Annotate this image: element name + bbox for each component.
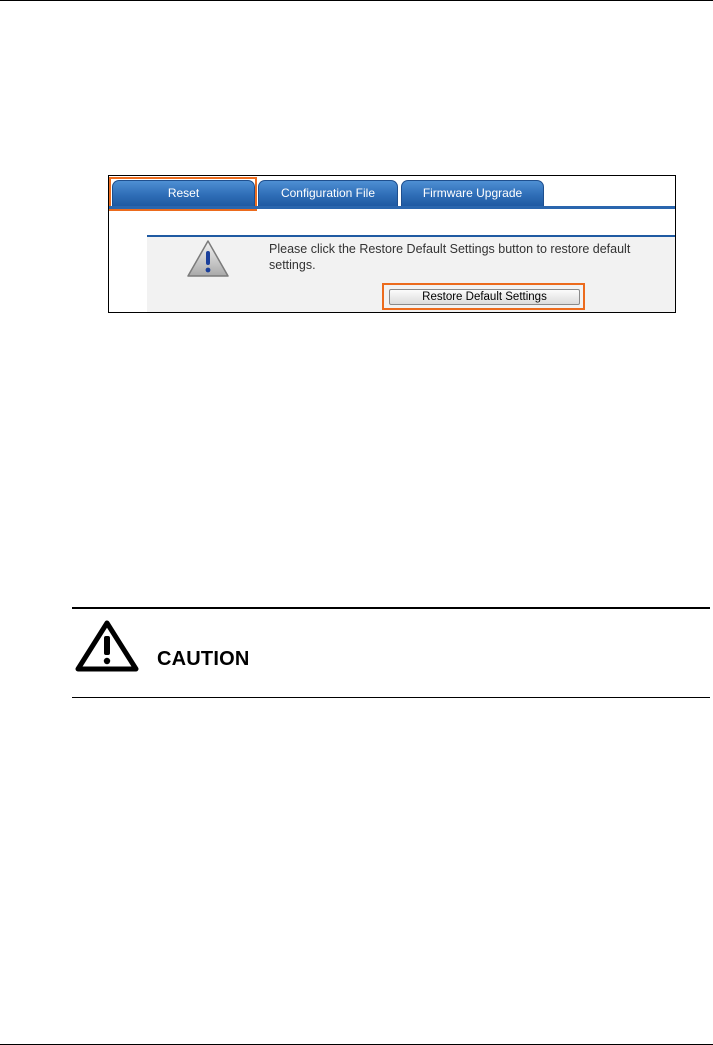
header-rule <box>0 0 713 1</box>
warning-icon <box>186 239 230 279</box>
reset-page-screenshot <box>108 175 676 313</box>
restore-default-settings-button[interactable]: Restore Default Settings <box>389 289 580 305</box>
tab-reset[interactable]: Reset <box>112 180 255 206</box>
caution-top-rule <box>72 607 710 609</box>
caution-label: CAUTION <box>157 648 250 670</box>
caution-bottom-rule <box>72 697 710 698</box>
restore-message: Please click the Restore Default Settings button to restore default settings. <box>269 242 631 272</box>
tab-bar <box>109 176 675 206</box>
tab-underline <box>109 206 675 209</box>
tab-firmware-upgrade[interactable]: Firmware Upgrade <box>401 180 544 206</box>
warning-triangle-icon <box>75 620 139 672</box>
tab-configuration-file[interactable]: Configuration File <box>258 180 398 206</box>
